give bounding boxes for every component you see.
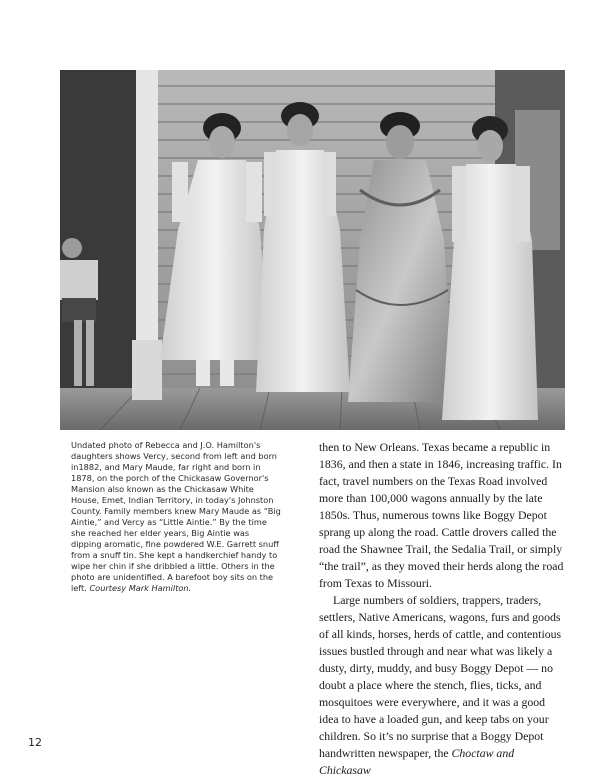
page-number: 12 (28, 736, 42, 749)
body-paragraph-2 (319, 592, 565, 779)
body-text-column (319, 439, 565, 779)
body-paragraph-1: then to New Orleans. Texas became a republic in 1836, and then a state in 1846, increasing traffic. In fact, travel numbers on the Texas Road involved more than 100,000 wagons annually by the late 1850s. Thus, numerous towns like Boggy Depot sprang up along the road. Cattle drovers called the road the Shawnee Trail, the Sedalia Trail, or simply “the trail”, as they moved their herds along the road from Texas to Missouri. (319, 440, 564, 590)
photo-caption (71, 440, 281, 594)
caption-credit: Courtesy Mark Hamilton. (89, 583, 192, 593)
porch-scene-illustration (60, 70, 565, 430)
historic-photograph (60, 70, 565, 430)
body-paragraph-2-text: Large numbers of soldiers, trappers, traders, settlers, Native Americans, wagons, furs and goods of all kinds, horses, herds of cattle, and contentious issues bustled through and near what was likely a dusty, dirty, muddy, and busy Boggy Depot — no doubt a place where the stench, flies, ticks, and mosquitoes were everywhere, and it was a good idea to have a loaded gun, and keep tabs on your children. So it’s no surprise that a Boggy Depot handwritten newspaper, the (319, 593, 562, 760)
caption-text: Undated photo of Rebecca and J.O. Hamilton's daughters shows Vercy, second from left and born in1882, and Mary Maude, far right and born in 1878, on the porch of the Chickasaw Governor's Mansion also known as the Chickasaw White House, Emet, Indian Territory, in today's Johnston County. Family members knew Mary Maude as “Big Aintie,” and Vercy as “Little Aintie.” By the time she reached her elder years, Big Aintie was dipping aromatic, fine powdered W.E. Garrett snuff from a snuff tin. She kept a handkerchief handy to wipe her chin if she dribbled a little. Others in the photo are unidentified. A barefoot boy sits on the left. (71, 440, 281, 593)
newspaper-title: Choctaw and Chickasaw (319, 746, 515, 777)
